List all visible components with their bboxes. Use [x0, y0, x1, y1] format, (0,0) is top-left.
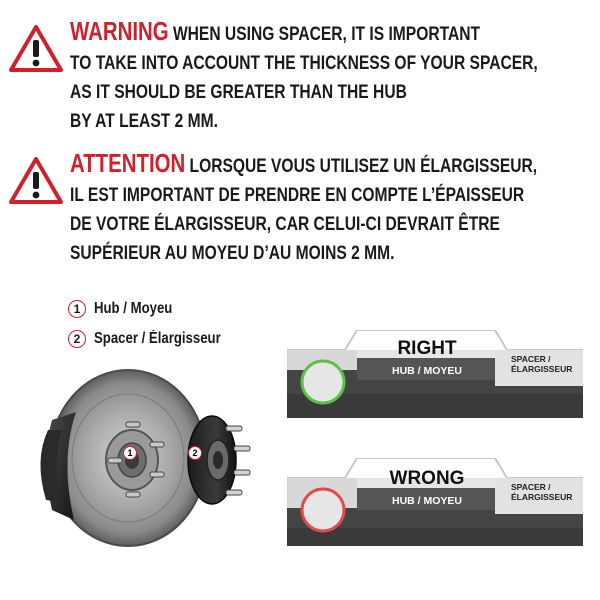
warning-line: DE VOTRE ÉLARGISSEUR, CAR CELUI-CI DEVRAIT ÊTRE [70, 213, 500, 235]
spacer-label-line: SPACER / [511, 482, 551, 492]
warning-line: AS IT SHOULD BE GREATER THAN THE HUB [70, 81, 407, 103]
legend-label: Spacer / Élargisseur [94, 330, 221, 347]
diagram-wrong [287, 458, 583, 546]
brake-spacer-illustration [30, 360, 270, 560]
legend-item-hub [68, 298, 243, 320]
warning-triangle-icon [8, 156, 64, 206]
number-badge: 1 [68, 300, 86, 318]
spacer-marker: 2 [188, 446, 202, 460]
warning-line: IL EST IMPORTANT DE PRENDRE EN COMPTE L’ÉPAISSEUR [70, 184, 525, 206]
diagram-right [287, 330, 583, 418]
warning-keyword: WARNING [70, 18, 169, 46]
number-badge: 2 [68, 330, 86, 348]
warning-block-fr [0, 148, 600, 268]
hub-label: HUB / MOYEU [391, 495, 462, 507]
brake-disc-image [30, 360, 270, 560]
diagram-title: RIGHT [397, 338, 457, 359]
spacer-label-line: ÉLARGISSEUR [511, 364, 573, 374]
warning-line: LORSQUE VOUS UTILISEZ UN ÉLARGISSEUR, [189, 155, 538, 177]
hub-label: HUB / MOYEU [391, 365, 462, 377]
warning-line: TO TAKE INTO ACCOUNT THE THICKNESS OF YOUR SPACER, [70, 52, 538, 74]
attention-keyword: ATTENTION [70, 150, 186, 178]
warning-line: BY AT LEAST 2 MM. [70, 110, 218, 132]
spacer-label [511, 354, 581, 374]
spacer-label [511, 482, 581, 502]
legend-label: Hub / Moyeu [94, 300, 173, 317]
spacer-label-line: SPACER / [511, 354, 551, 364]
spacer-label-line: ÉLARGISSEUR [511, 492, 573, 502]
hub-marker: 1 [123, 446, 137, 460]
warning-line: SUPÉRIEUR AU MOYEU D’AU MOINS 2 MM. [70, 242, 395, 264]
legend [68, 298, 243, 358]
diagram-title: WRONG [389, 468, 465, 489]
warning-block-en [0, 12, 600, 132]
warning-text-en [70, 18, 538, 136]
warning-triangle-icon [8, 24, 64, 74]
warning-line: WHEN USING SPACER, IT IS IMPORTANT [172, 23, 481, 45]
legend-item-spacer [68, 328, 243, 350]
warning-text-fr [70, 150, 537, 268]
